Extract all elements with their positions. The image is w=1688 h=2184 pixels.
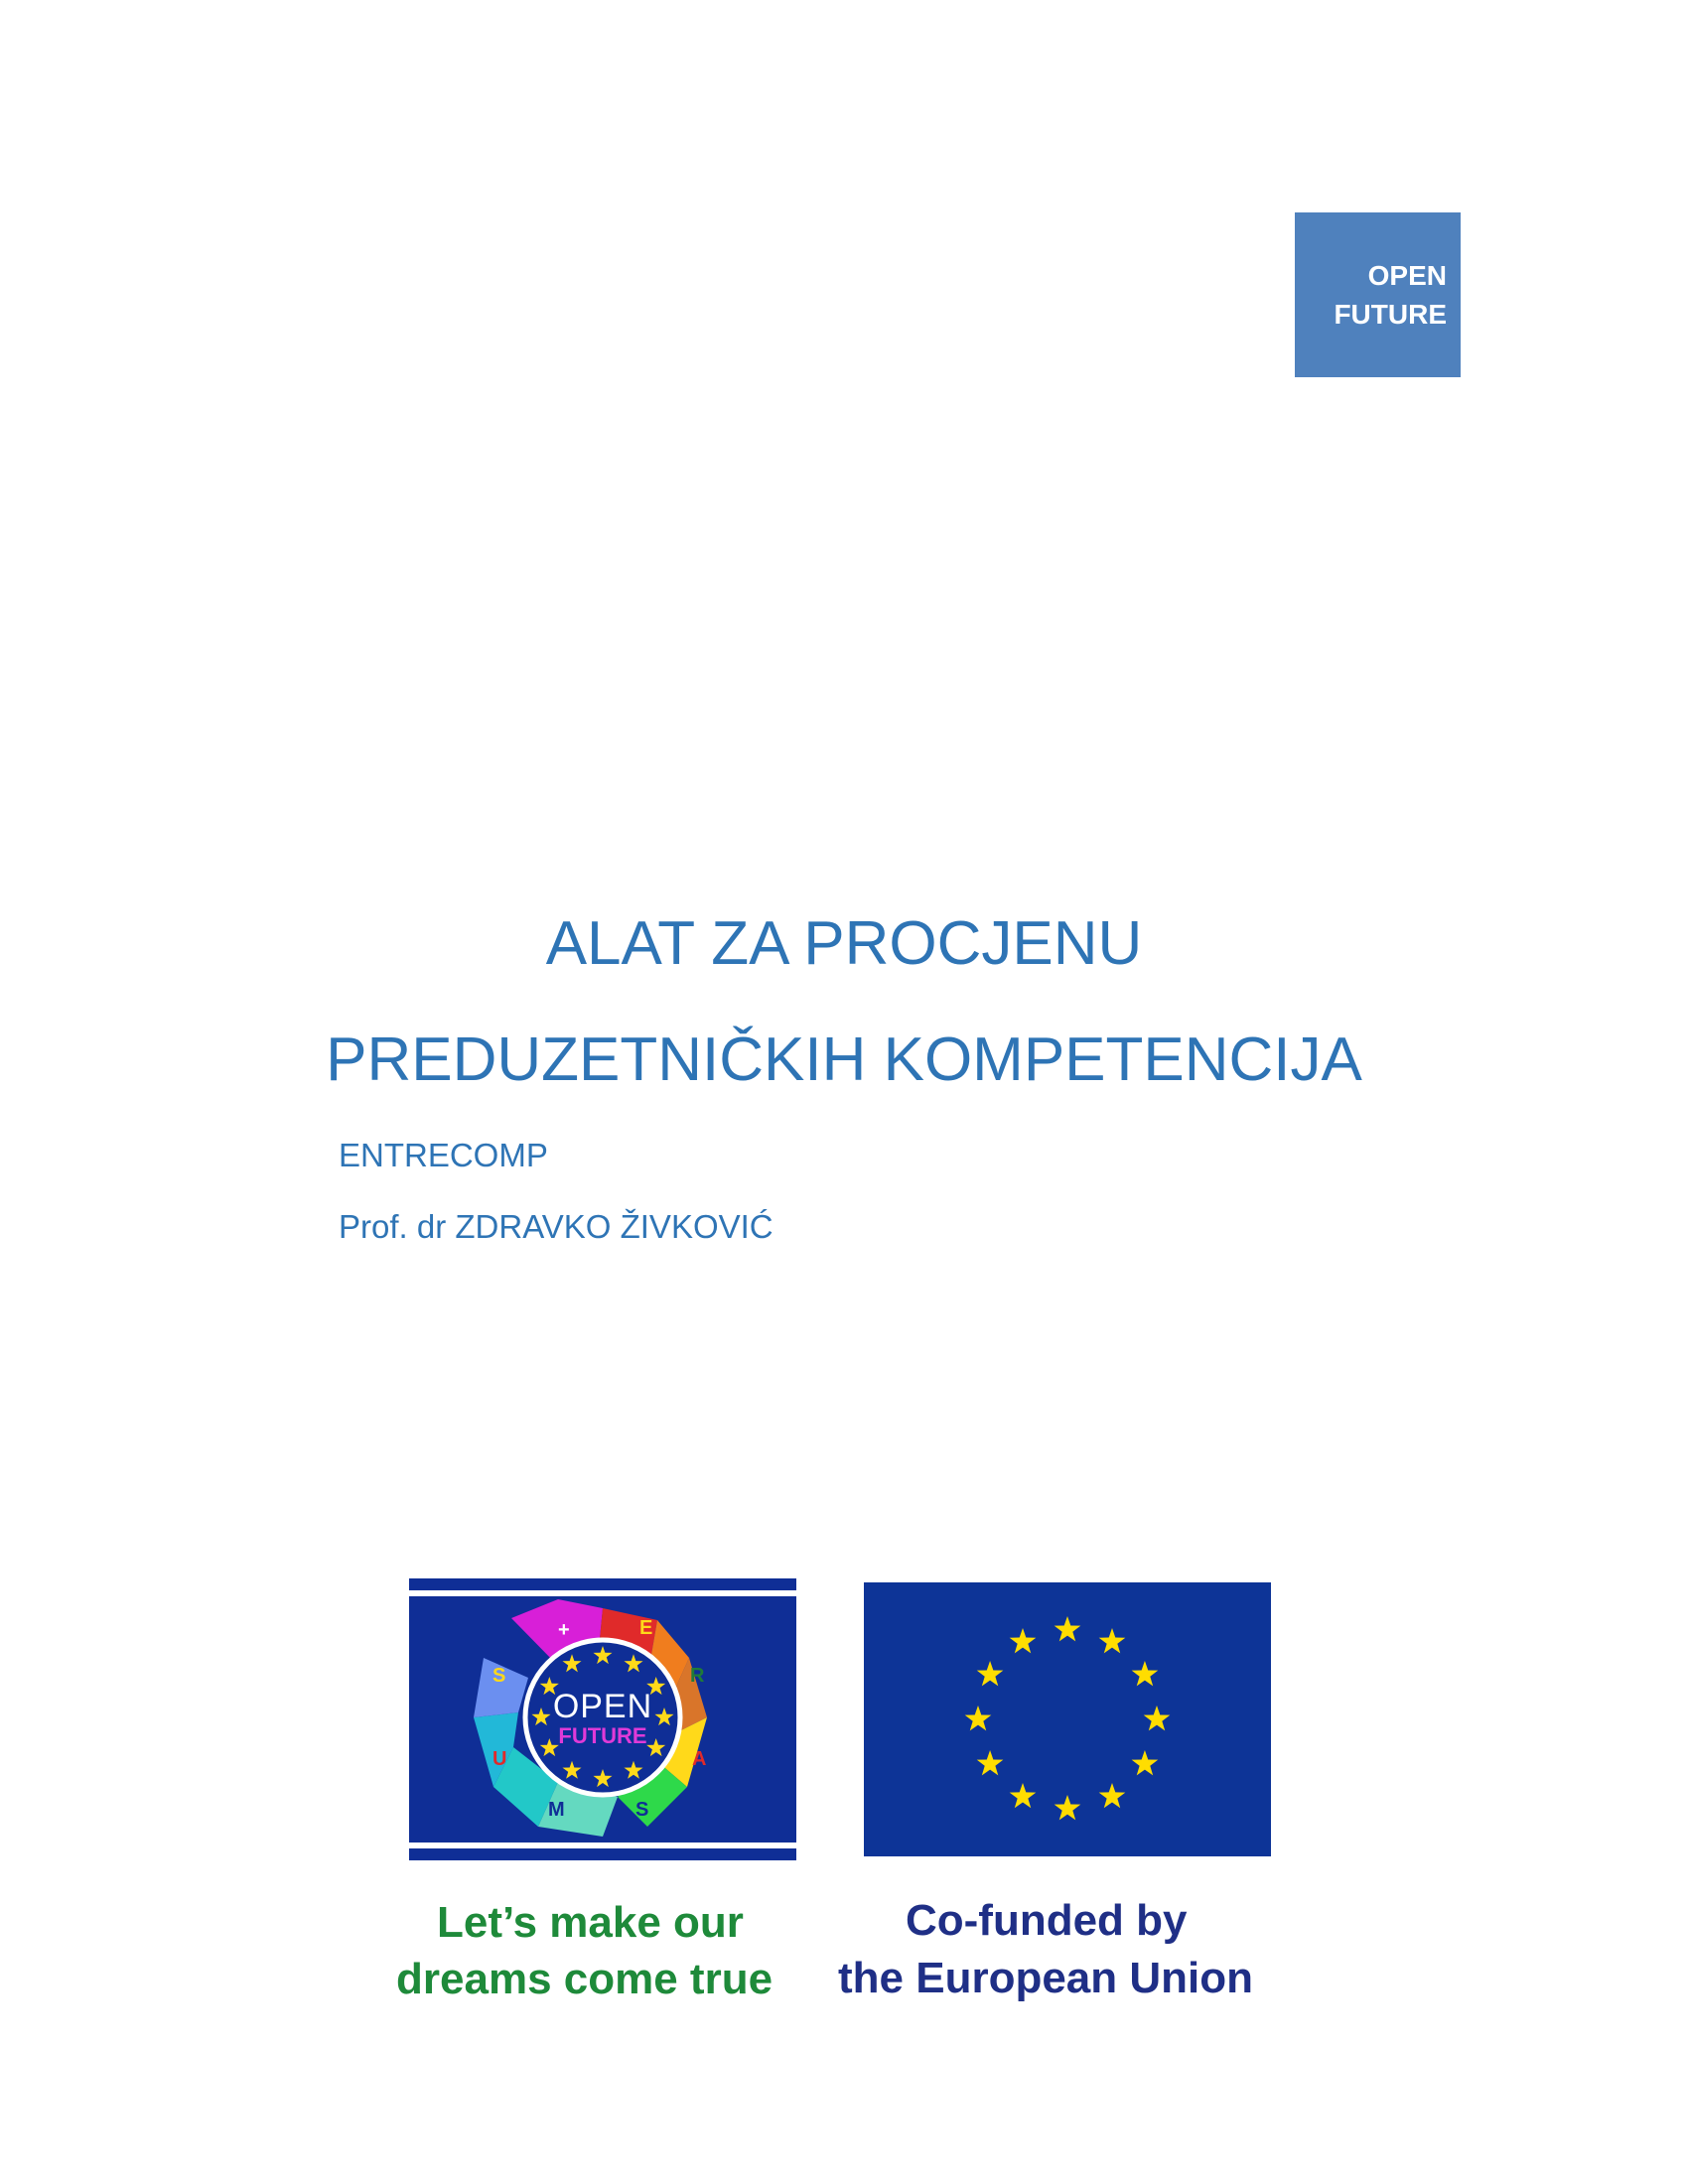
wordmark-future: FUTURE [558,1723,647,1748]
erasmus-letter-e: E [639,1617,653,1639]
wordmark-open: OPEN [552,1688,653,1725]
document-subtitle: ENTRECOMP [339,1137,548,1173]
slogan-line-2: dreams come true [396,1955,774,2003]
erasmus-letter-r: R [690,1665,705,1687]
erasmus-letter-u: U [492,1748,507,1770]
badge-line-2: FUTURE [1334,299,1447,330]
erasmus-letter-m: M [548,1799,565,1821]
erasmus-letter-a: A [692,1748,707,1770]
badge-line-1: OPEN [1367,260,1447,291]
cofunded-line-2: the European Union [838,1954,1253,2002]
open-future-badge [1295,212,1461,377]
eu-flag-logo [864,1582,1271,1856]
erasmus-letter-s-bottom: S [635,1799,649,1821]
slogan-line-1: Let’s make our [437,1898,744,1947]
erasmus-letter-plus: + [558,1619,570,1641]
cofunded-line-1: Co-funded by [906,1896,1188,1945]
erasmus-open-future-logo [409,1578,796,1860]
erasmus-letter-s-top: S [492,1665,506,1687]
document-author: Prof. dr ZDRAVKO ŽIVKOVIĆ [339,1208,774,1245]
document-title-line-1: ALAT ZA PROCJENU [545,909,1143,978]
document-title-line-2: PREDUZETNIČKIH KOMPETENCIJA [326,1025,1362,1094]
